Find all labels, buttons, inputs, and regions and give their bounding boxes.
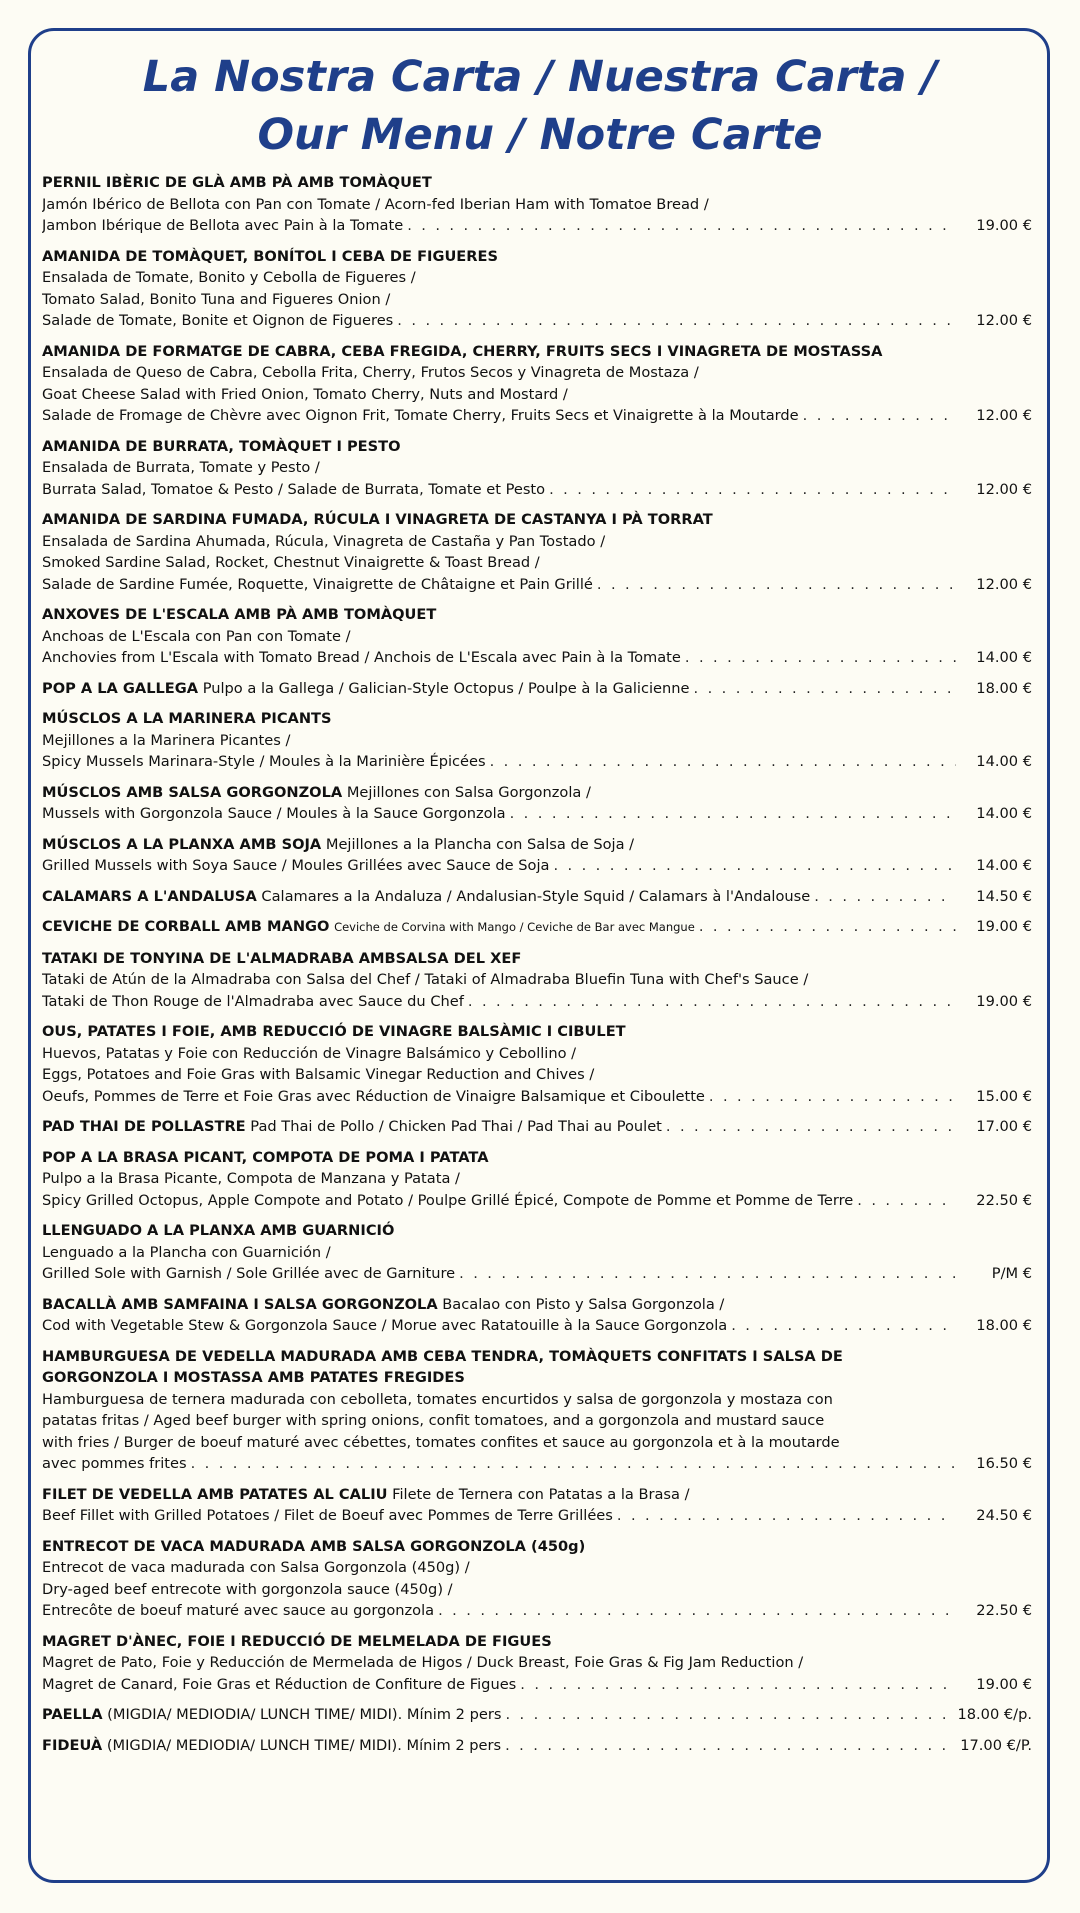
menu-item-name-row: [42, 1346, 1032, 1368]
menu-item-description: (MIGDIA/ MEDIODIA/ LUNCH TIME/ MIDI). Mínim 2 pers: [107, 1706, 502, 1723]
menu-item-price-row: [42, 479, 1032, 501]
menu-item-name: PAELLA: [42, 1706, 103, 1723]
menu-item-description: Beef Fillet with Grilled Potatoes / Filet de Boeuf avec Pommes de Terre Grillées: [42, 1507, 613, 1524]
menu-item-description: Ensalada de Queso de Cabra, Cebolla Frita, Cherry, Frutos Secos y Vinagreta de Mostaza /: [42, 364, 699, 381]
menu-item: [42, 782, 1032, 825]
menu-item-name: AMANIDA DE SARDINA FUMADA, RÚCULA I VINAGRETA DE CASTANYA I PÀ TORRAT: [42, 511, 713, 528]
menu-item-price: 16.50 €: [976, 1455, 1032, 1472]
menu-item-name: MÚSCLOS AMB SALSA GORGONZOLA: [42, 783, 343, 801]
menu-item-description: Grilled Sole with Garnish / Sole Grillée avec de Garniture: [42, 1265, 456, 1282]
menu-item-name: CEVICHE DE CORBALL AMB MANGO: [42, 918, 330, 935]
menu-item: [42, 1116, 1032, 1138]
menu-item-name: PAD THAI DE POLLASTRE: [42, 1118, 246, 1135]
menu-item-name: OUS, PATATES I FOIE, AMB REDUCCIÓ DE VINAGRE BALSÀMIC I CIBULET: [42, 1023, 626, 1040]
menu-item-name-row: [42, 436, 1032, 458]
dot-leader: [597, 574, 956, 596]
menu-item-price: 24.50 €: [976, 1507, 1032, 1524]
dot-leader: [505, 1704, 951, 1726]
menu-item-price: 22.50 €: [976, 1602, 1032, 1619]
menu-item: [42, 1735, 1032, 1757]
dot-leader: [549, 479, 956, 501]
menu-item-price-row: [42, 803, 1032, 825]
menu-item-price-row: [42, 1674, 1032, 1696]
menu-item-name-row: [42, 948, 1032, 970]
menu-item-description: Spicy Grilled Octopus, Apple Compote and Potato / Poulpe Grillé Épicé, Compote de Pomme et Pomme de Terre: [42, 1191, 854, 1209]
menu-item-name: PERNIL IBÈRIC DE GLÀ AMB PÀ AMB TOMÀQUET: [42, 174, 432, 191]
menu-item-price: 12.00 €: [976, 575, 1032, 593]
menu-item-description: Hamburguesa de ternera madurada con cebolleta, tomates encurtidos y salsa de gorgonzola y mostaza con: [42, 1390, 833, 1408]
menu-item-price-row: [42, 1453, 1032, 1475]
menu-item-description: Salade de Sardine Fumée, Roquette, Vinaigrette de Châtaigne et Pain Grillé: [42, 575, 593, 593]
menu-item-price-row: [42, 405, 1032, 427]
menu-list: [42, 172, 1032, 1765]
menu-item-description: Pad Thai de Pollo / Chicken Pad Thai / Pad Thai au Poulet: [250, 1118, 662, 1135]
dot-leader: [617, 1505, 956, 1527]
dot-leader: [694, 678, 957, 700]
menu-item-price: 15.00 €: [976, 1087, 1032, 1105]
menu-item-description: Smoked Sardine Salad, Rocket, Chestnut Vinaigrette & Toast Bread /: [42, 554, 540, 571]
menu-title-line-1: La Nostra Carta / Nuestra Carta /: [142, 52, 938, 102]
dot-leader: [666, 1116, 956, 1138]
menu-item-description: Pulpo a la Gallega / Galician-Style Octopus / Poulpe à la Galicienne: [202, 679, 690, 697]
menu-item-price-row: [42, 647, 1032, 669]
menu-item-description: Mussels with Gorgonzola Sauce / Moules à la Sauce Gorgonzola: [42, 805, 506, 822]
menu-item-name: ENTRECOT DE VACA MADURADA AMB SALSA GORGONZOLA (450g): [42, 1537, 586, 1555]
menu-item-price: 14.00 €: [976, 649, 1032, 666]
menu-item-price: 12.00 €: [976, 407, 1032, 424]
menu-item: [42, 172, 1032, 237]
menu-item-name: POP A LA GALLEGA: [42, 679, 199, 697]
menu-item: [42, 246, 1032, 332]
menu-item-description: Dry-aged beef entrecote with gorgonzola sauce (450g) /: [42, 1580, 453, 1598]
menu-item-name-row: [42, 246, 1032, 268]
menu-item-text: [42, 1735, 501, 1757]
menu-item-price: 19.00 €: [976, 1675, 1032, 1693]
menu-item-description: Anchoas de L'Escala con Pan con Tomate /: [42, 627, 351, 645]
menu-item-price: 14.00 €: [976, 753, 1032, 770]
menu-item-name-row: [42, 604, 1032, 626]
menu-item-price: 19.00 €: [976, 992, 1032, 1010]
menu-item: [42, 834, 1032, 877]
menu-item-name-row: [42, 1631, 1032, 1653]
menu-item-name: MAGRET D'ÀNEC, FOIE I REDUCCIÓ DE MELMELADA DE FIGUES: [42, 1632, 552, 1650]
dot-leader: [685, 647, 956, 669]
menu-item-price: P/M €: [991, 1265, 1032, 1282]
menu-item-description: Magret de Canard, Foie Gras et Réduction de Confiture de Figues: [42, 1675, 517, 1693]
menu-item-description: Mejillones a la Marinera Picantes /: [42, 731, 291, 749]
dot-leader: [407, 215, 956, 237]
menu-item-name: LLENGUADO A LA PLANXA AMB GUARNICIÓ: [42, 1222, 395, 1239]
menu-item-price: 19.00 €: [976, 217, 1032, 234]
menu-item-price: 12.00 €: [976, 480, 1032, 498]
menu-item-price: 17.00 €/P.: [960, 1736, 1032, 1754]
menu-item: [42, 948, 1032, 1013]
menu-item-price: 14.50 €: [976, 887, 1032, 905]
dot-leader: [731, 1315, 956, 1337]
menu-item-price-row: [42, 1315, 1032, 1337]
menu-item-description: Tataki de Thon Rouge de l'Almadraba avec Sauce du Chef: [42, 992, 464, 1010]
menu-item: [42, 1484, 1032, 1527]
menu-item-description: Anchovies from L'Escala with Tomato Bread / Anchois de L'Escala avec Pain à la Tomate: [42, 649, 681, 666]
menu-item: [42, 436, 1032, 501]
menu-item: [42, 1704, 1032, 1726]
menu-item-name-row: [42, 172, 1032, 194]
menu-item-price: 19.00 €: [976, 918, 1032, 935]
menu-item-name-row: [42, 1294, 1032, 1316]
menu-item: [42, 678, 1032, 700]
menu-item-row: [42, 1735, 1032, 1757]
menu-item-price-row: [42, 1086, 1032, 1108]
menu-item-description: Filete de Ternera con Patatas a la Brasa /: [392, 1485, 690, 1503]
dot-leader: [520, 1674, 956, 1696]
menu-title-line-2: Our Menu / Notre Carte: [257, 110, 823, 160]
menu-item-description: Eggs, Potatoes and Foie Gras with Balsamic Vinegar Reduction and Chives /: [42, 1066, 595, 1083]
menu-item-name-row: [42, 1220, 1032, 1242]
dot-leader: [857, 1190, 956, 1212]
menu-item-name-row: [42, 1367, 1032, 1389]
menu-item-price-row: [42, 310, 1032, 332]
menu-item-text: [42, 678, 690, 700]
dot-leader: [490, 751, 956, 773]
menu-item-description: Calamares a la Andaluza / Andalusian-Style Squid / Calamars à l'Andalouse: [261, 887, 811, 905]
menu-item: [42, 1294, 1032, 1337]
dot-leader: [803, 405, 956, 427]
menu-item-name: FILET DE VEDELLA AMB PATATES AL CALIU: [42, 1485, 388, 1503]
menu-item-name: FIDEUÀ: [42, 1736, 103, 1754]
dot-leader: [709, 1086, 956, 1108]
menu-item: [42, 1631, 1032, 1696]
menu-item-text: [42, 886, 810, 908]
menu-item-description: Oeufs, Pommes de Terre et Foie Gras avec Réduction de Vinaigre Balsamique et Ciboulette: [42, 1087, 705, 1105]
menu-item-text: [42, 916, 695, 939]
menu-item-description: Pulpo a la Brasa Picante, Compota de Manzana y Patata /: [42, 1170, 460, 1187]
menu-item-description: Burrata Salad, Tomatoe & Pesto / Salade de Burrata, Tomate et Pesto: [42, 480, 546, 498]
dot-leader: [553, 855, 956, 877]
menu-item: [42, 509, 1032, 595]
menu-item-description: Ensalada de Burrata, Tomate y Pesto /: [42, 459, 320, 476]
dot-leader: [814, 886, 956, 908]
menu-item: [42, 1021, 1032, 1107]
menu-item-description: Lenguado a la Plancha con Guarnición /: [42, 1243, 331, 1261]
menu-item-price-row: [42, 751, 1032, 773]
menu-item: [42, 1147, 1032, 1212]
menu-item-name: AMANIDA DE FORMATGE DE CABRA, CEBA FREGIDA, CHERRY, FRUITS SECS I VINAGRETA DE MOSTASSA: [42, 342, 883, 360]
menu-item-price: 18.00 €/p.: [957, 1706, 1032, 1723]
menu-item-price: 18.00 €: [976, 1317, 1032, 1334]
menu-item-name-row: [42, 1147, 1032, 1169]
menu-item-description: Bacalao con Pisto y Salsa Gorgonzola /: [442, 1295, 725, 1313]
menu-item-price: 14.00 €: [976, 857, 1032, 874]
menu-item-price: 14.00 €: [976, 805, 1032, 822]
menu-item-text: [42, 1704, 501, 1726]
menu-item-price-row: [42, 1505, 1032, 1527]
menu-item-name: BACALLÀ AMB SAMFAINA I SALSA GORGONZOLA: [42, 1295, 438, 1313]
dot-leader: [510, 803, 956, 825]
menu-item-price-row: [42, 1600, 1032, 1622]
menu-item-price-row: [42, 1190, 1032, 1212]
menu-item-description: Goat Cheese Salad with Fried Onion, Tomato Cherry, Nuts and Mostard /: [42, 385, 568, 403]
menu-item-name: MÚSCLOS A LA MARINERA PICANTS: [42, 710, 332, 727]
menu-item-name-row: [42, 1021, 1032, 1043]
menu-item-description: Cod with Vegetable Stew & Gorgonzola Sauce / Morue avec Ratatouille à la Sauce Gorgonzola: [42, 1317, 728, 1334]
menu-item-description: avec pommes frites: [42, 1455, 187, 1472]
menu-item-description: Tomato Salad, Bonito Tuna and Figueres Onion /: [42, 290, 391, 308]
menu-item-name: MÚSCLOS A LA PLANXA AMB SOJA: [42, 835, 322, 853]
menu-item-price-row: [42, 991, 1032, 1013]
menu-item-row: [42, 916, 1032, 939]
menu-item-price: 18.00 €: [976, 679, 1032, 697]
menu-item-name: CALAMARS A L'ANDALUSA: [42, 887, 257, 905]
menu-item: [42, 886, 1032, 908]
menu-item-name-row: [42, 509, 1032, 531]
menu-item-description: Ensalada de Sardina Ahumada, Rúcula, Vinagreta de Castaña y Pan Tostado /: [42, 532, 606, 550]
menu-item-price: 22.50 €: [976, 1191, 1032, 1209]
menu-item: [42, 604, 1032, 669]
menu-item-description: Entrecôte de boeuf maturé avec sauce au gorgonzola: [42, 1602, 435, 1619]
menu-item-description: Grilled Mussels with Soya Sauce / Moules Grillées avec Sauce de Soja: [42, 857, 550, 874]
menu-item: [42, 916, 1032, 939]
menu-item-price-row: [42, 574, 1032, 596]
menu-item: [42, 1220, 1032, 1285]
menu-item-price: 12.00 €: [976, 312, 1032, 329]
menu-item: [42, 1536, 1032, 1622]
menu-item-description: Jambon Ibérique de Bellota avec Pain à la Tomate: [42, 217, 404, 234]
menu-item-price-row: [42, 1263, 1032, 1285]
menu-item-description: Huevos, Patatas y Foie con Reducción de Vinagre Balsámico y Cebollino /: [42, 1044, 577, 1062]
menu-item-name: TATAKI DE TONYINA DE L'ALMADRABA AMBSALSA DEL XEF: [42, 949, 522, 967]
dot-leader: [505, 1735, 954, 1757]
menu-item-name-row: [42, 341, 1032, 363]
menu-item-row: [42, 1704, 1032, 1726]
menu-item: [42, 341, 1032, 427]
menu-item-description: (MIGDIA/ MEDIODIA/ LUNCH TIME/ MIDI). Mínim 2 pers: [106, 1736, 502, 1754]
menu-item-price-row: [42, 855, 1032, 877]
menu-item-description: Entrecot de vaca madurada con Salsa Gorgonzola (450g) /: [42, 1559, 470, 1576]
menu-item-name-row: [42, 834, 1032, 856]
menu-item-name-row: [42, 782, 1032, 804]
menu-item-row: [42, 886, 1032, 908]
menu-item-price-row: [42, 215, 1032, 237]
menu-item-description: Mejillones con Salsa Gorgonzola /: [346, 783, 591, 801]
dot-leader: [191, 1453, 956, 1475]
dot-leader: [468, 991, 956, 1013]
menu-item-row: [42, 678, 1032, 700]
menu-item-description: Magret de Pato, Foie y Reducción de Mermelada de Higos / Duck Breast, Foie Gras & Fig Jam Reduction /: [42, 1654, 804, 1671]
menu-item-name-row: [42, 708, 1032, 730]
menu-item-description: with fries / Burger de boeuf maturé avec cébettes, tomates confites et sauce au gorgonzola et à la moutarde: [42, 1433, 840, 1451]
dot-leader: [699, 916, 956, 938]
menu-title: [0, 48, 1080, 164]
menu-item-name-row: [42, 1484, 1032, 1506]
menu-item: [42, 708, 1032, 773]
menu-item-text: [42, 1116, 662, 1138]
menu-item-description: Mejillones a la Plancha con Salsa de Soja /: [325, 835, 635, 853]
menu-item-description: Salade de Fromage de Chèvre avec Oignon Frit, Tomate Cherry, Fruits Secs et Vinaigrette à la Moutarde: [42, 407, 799, 424]
menu-item-description: Tataki de Atún de la Almadraba con Salsa del Chef / Tataki of Almadraba Bluefin Tuna with Chef's Sauce /: [42, 971, 809, 988]
menu-item-description: Ceviche de Corvina with Mango / Ceviche de Bar avec Mangue: [334, 920, 695, 934]
menu-item-description: Salade de Tomate, Bonite et Oignon de Figueres: [42, 312, 394, 329]
menu-item-name: AMANIDA DE BURRATA, TOMÀQUET I PESTO: [42, 437, 401, 455]
menu-item-name-row: [42, 1536, 1032, 1558]
menu-item-description: Ensalada de Tomate, Bonito y Cebolla de Figueres /: [42, 269, 416, 286]
menu-item-description: Jamón Ibérico de Bellota con Pan con Tomate / Acorn-fed Iberian Ham with Tomatoe Bread /: [42, 195, 709, 213]
menu-item-name: POP A LA BRASA PICANT, COMPOTA DE POMA I PATATA: [42, 1148, 489, 1166]
menu-item: [42, 1346, 1032, 1475]
menu-item-description: patatas fritas / Aged beef burger with spring onions, confit tomatoes, and a gorgonzola and mustard sauce: [42, 1412, 825, 1429]
dot-leader: [459, 1263, 956, 1285]
dot-leader: [438, 1600, 956, 1622]
menu-item-name: AMANIDA DE TOMÀQUET, BONÍTOL I CEBA DE FIGUERES: [42, 247, 498, 265]
menu-item-row: [42, 1116, 1032, 1138]
dot-leader: [397, 310, 956, 332]
menu-item-name: ANXOVES DE L'ESCALA AMB PÀ AMB TOMÀQUET: [42, 606, 437, 623]
menu-item-name: GORGONZOLA I MOSTASSA AMB PATATES FREGIDES: [42, 1369, 465, 1386]
menu-item-price: 17.00 €: [976, 1118, 1032, 1135]
menu-item-description: Spicy Mussels Marinara-Style / Moules à la Marinière Épicées: [42, 753, 486, 770]
menu-item-name: HAMBURGUESA DE VEDELLA MADURADA AMB CEBA TENDRA, TOMÀQUETS CONFITATS I SALSA DE: [42, 1347, 843, 1365]
